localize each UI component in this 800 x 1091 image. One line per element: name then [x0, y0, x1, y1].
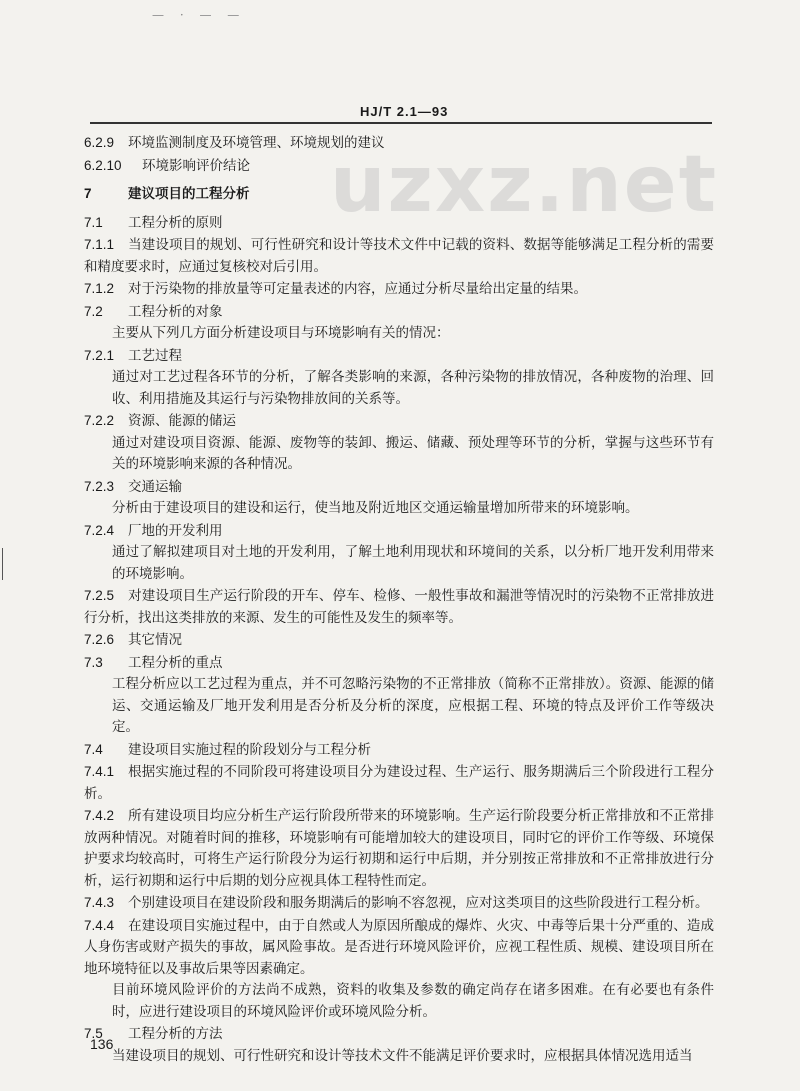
clause-text: 个别建设项目在建设阶段和服务期满后的影响不容忽视，应对这类项目的这些阶段进行工程分析。 — [128, 895, 709, 911]
clause-number: 7.1.1 — [84, 237, 115, 252]
clause-6-2-9 — [84, 132, 714, 155]
clause-number: 7.1.2 — [84, 281, 115, 296]
clause-text: 工程分析的重点 — [128, 654, 223, 671]
clause-text: 通过了解拟建项目对土地的开发利用，了解土地利用现状和环境间的关系，以分析厂地开发利用带来的环境影响。 — [112, 544, 714, 582]
paragraph — [84, 674, 714, 739]
clause-text: 资源、能源的储运 — [128, 413, 236, 429]
clause-number: 7.2.5 — [84, 588, 115, 603]
clause-text: 通过对工艺过程各环节的分析，了解各类影响的来源，各种污染物的排放情况，各种废物的治理、回收、利用措施及其运行与污染物排放间的关系等。 — [112, 369, 714, 407]
clause-text: 环境影响评价结论 — [142, 157, 250, 174]
clause-7-1 — [84, 212, 714, 235]
clause-7 — [84, 183, 714, 206]
clause-text: 工程分析应以工艺过程为重点，并不可忽略污染物的不正常排放（简称不正常排放）。资源、能源的储运、交通运输及厂地开发利用是否分析及分析的深度，应根据工程、环境的特点及评价工作等级决定。 — [112, 676, 714, 735]
clause-text: 工艺过程 — [128, 347, 182, 364]
clause-7-1-1 — [84, 234, 714, 278]
clause-text: 当建设项目的规划、可行性研究和设计等技术文件不能满足评价要求时，应根据具体情况选用适当 — [112, 1047, 693, 1064]
clause-number: 7 — [84, 186, 92, 201]
clause-text: 工程分析的方法 — [128, 1026, 223, 1042]
paragraph — [84, 433, 714, 476]
clause-number: 7.4.3 — [84, 895, 115, 910]
header-rule — [90, 122, 712, 124]
clause-number: 7.2 — [84, 303, 103, 319]
clause-6-2-10 — [84, 155, 714, 178]
clause-text: 对于污染物的排放量等可定量表述的内容，应通过分析尽量给出定量的结果。 — [128, 281, 587, 297]
clause-text: 厂地的开发利用 — [128, 522, 223, 539]
clause-number: 7.5 — [84, 1026, 103, 1041]
clause-7-1-2 — [84, 278, 714, 301]
clause-number: 7.4 — [84, 741, 103, 757]
clause-number: 6.2.9 — [84, 135, 115, 150]
clause-text: 工程分析的对象 — [128, 303, 223, 320]
clause-number: 7.2.1 — [84, 347, 115, 363]
clause-text: 对建设项目生产运行阶段的开车、停车、检修、一般性事故和漏泄等情况时的污染物不正常排放进行分析，找出这类排放的来源、发生的可能性及发生的频率等。 — [84, 588, 714, 626]
paragraph — [84, 367, 714, 410]
clause-text: 根据实施过程的不同阶段可将建设项目分为建设过程、生产运行、服务期满后三个阶段进行工程分析。 — [84, 764, 714, 802]
clause-7-2-1 — [84, 345, 714, 368]
clause-number: 7.3 — [84, 654, 103, 670]
clause-7-3 — [84, 652, 714, 675]
clause-number: 7.2.6 — [84, 632, 115, 647]
clause-number: 7.4.4 — [84, 917, 115, 933]
page-number: 136 — [90, 1036, 114, 1052]
standard-code: HJ/T 2.1—93 — [360, 104, 449, 119]
clause-text: 通过对建设项目资源、能源、废物等的装卸、搬运、储藏、预处理等环节的分析，掌握与这些环节有关的环境影响来源的各种情况。 — [112, 434, 714, 472]
clause-7-4-1 — [84, 761, 714, 805]
top-mark: — · — — — [152, 8, 246, 22]
clause-7-2-4 — [84, 520, 714, 543]
clause-text: 其它情况 — [128, 632, 182, 648]
clause-number: 7.2.2 — [84, 413, 115, 428]
clause-text: 分析由于建设项目的建设和运行，使当地及附近地区交通运输量增加所带来的环境影响。 — [112, 500, 639, 516]
clause-7-4-3 — [84, 892, 714, 915]
clause-7-2 — [84, 301, 714, 324]
clause-7-4-4 — [84, 915, 714, 981]
clause-number: 7.4.2 — [84, 808, 115, 823]
clause-text: 在建设项目实施过程中，由于自然或人为原因所酿成的爆炸、火灾、中毒等后果十分严重的、造成人身伤害或财产损失的事故，属风险事故。是否进行环境风险评价，应视工程性质、规模、建设项目所在地环境特征以及事故后果等因素确定。 — [84, 917, 714, 977]
clause-7-2-3 — [84, 476, 714, 499]
clause-text: 建议项目的工程分析 — [128, 186, 250, 202]
margin-mark — [2, 548, 3, 580]
clause-text: 所有建设项目均应分析生产运行阶段所带来的环境影响。生产运行阶段要分析正常排放和不正常排放两种情况。对随着时间的推移，环境影响有可能增加较大的建设项目，同时它的评价工作等级、环境保护要求均较高时，可将生产运行阶段分为运行初期和运行中后期，并分别按正常排放和不正常排放进行分析，运行初期和运行中后期的划分应视具体工程特性而定。 — [84, 808, 714, 889]
paragraph — [84, 323, 714, 345]
clause-7-5 — [84, 1023, 714, 1046]
clause-text: 环境监测制度及环境管理、环境规划的建议 — [128, 135, 385, 151]
clause-7-4-2 — [84, 805, 714, 892]
clause-number: 7.4.1 — [84, 764, 115, 779]
document-body — [84, 132, 714, 1067]
clause-text: 主要从下列几方面分析建设项目与环境影响有关的情况： — [112, 325, 450, 341]
clause-7-2-2 — [84, 410, 714, 433]
paragraph — [84, 498, 714, 520]
clause-number: 7.1 — [84, 214, 103, 230]
clause-text: 工程分析的原则 — [128, 214, 223, 231]
paragraph — [84, 542, 714, 585]
clause-7-2-5 — [84, 585, 714, 629]
clause-text: 交通运输 — [128, 478, 182, 495]
clause-text: 当建设项目的规划、可行性研究和设计等技术文件中记载的资料、数据等能够满足工程分析的需要和精度要求时，应通过复核校对后引用。 — [84, 237, 714, 275]
clause-7-4 — [84, 739, 714, 762]
paragraph — [84, 1046, 714, 1068]
clause-number: 6.2.10 — [84, 157, 122, 173]
clause-text: 建设项目实施过程的阶段划分与工程分析 — [128, 741, 371, 758]
clause-number: 7.2.3 — [84, 478, 115, 494]
watermark: uzxz.net — [330, 140, 718, 230]
clause-text: 目前环境风险评价的方法尚不成熟，资料的收集及参数的确定尚存在诸多困难。在有必要也有条件时，应进行建设项目的环境风险评价或环境风险分析。 — [112, 982, 714, 1020]
clause-number: 7.2.4 — [84, 522, 115, 538]
clause-7-2-6 — [84, 629, 714, 652]
paragraph — [84, 980, 714, 1023]
